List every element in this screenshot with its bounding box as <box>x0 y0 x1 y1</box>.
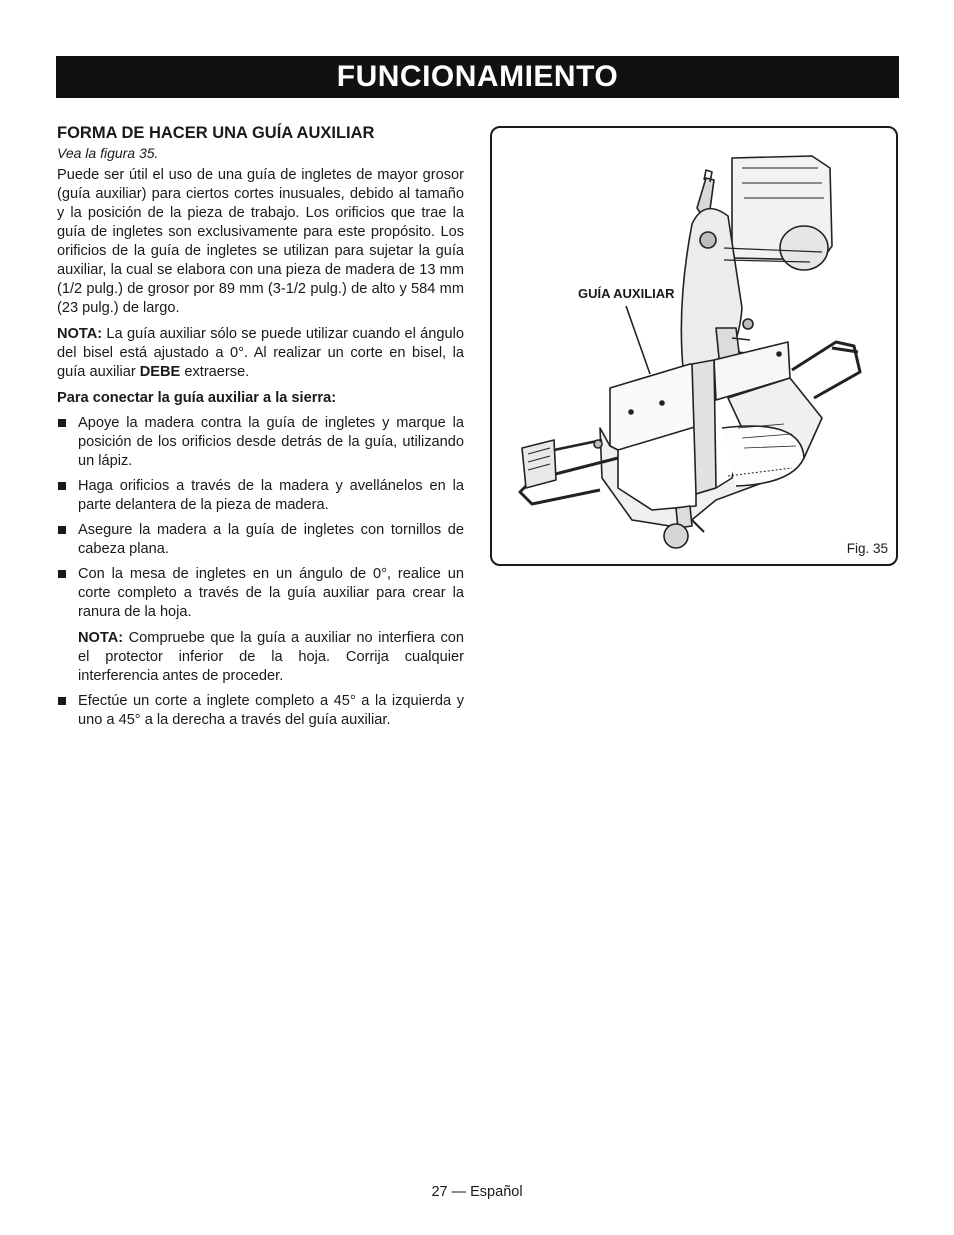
text-column <box>57 122 464 736</box>
note-paragraph <box>57 325 464 382</box>
section-title: FORMA DE HACER UNA GUÍA AUXILIAR <box>57 124 375 142</box>
note-emphasis: DEBE <box>139 364 181 380</box>
list-item: Haga orificios a través de la madera y avellánelos en la parte delantera de la pieza de madera. <box>57 477 464 515</box>
note-text-b: extraerse. <box>180 364 250 380</box>
miter-saw-illustration <box>492 128 896 564</box>
note-label: NOTA: <box>78 630 124 646</box>
figure-callout-label: GUÍA AUXILIAR <box>578 286 675 301</box>
page-footer: 27 — Español <box>431 1184 523 1200</box>
note-label: NOTA: <box>57 326 103 342</box>
figure-35-box <box>490 126 898 566</box>
figure-caption: Fig. 35 <box>846 541 888 556</box>
figure-reference: Vea la figura 35. <box>57 145 159 161</box>
note-text: Compruebe que la guía a auxiliar no interfiera con el protector inferior de la hoja. Corrija cualquier interferencia antes de proceder. <box>78 630 464 684</box>
steps-list <box>57 414 464 730</box>
page-section-title: FUNCIONAMIENTO <box>336 60 619 93</box>
note-text-a: La guía auxiliar sólo se puede utilizar cuando el ángulo del bisel está ajustado a 0°. Al realizar un corte en bisel, la guía auxiliar <box>57 326 464 380</box>
bullet-square-icon <box>58 419 66 427</box>
section-header-bar <box>56 56 899 98</box>
list-item: Asegure la madera a la guía de ingletes con tornillos de cabeza plana. <box>57 521 464 559</box>
bullet-square-icon <box>58 570 66 578</box>
steps-heading: Para conectar la guía auxiliar a la sierra: <box>57 390 337 406</box>
list-item: Efectúe un corte a inglete completo a 45° a la izquierda y uno a 45° a la derecha a través del guía auxiliar. <box>57 692 464 730</box>
bullet-square-icon <box>58 697 66 705</box>
list-item: Con la mesa de ingletes en un ángulo de 0°, realice un corte completo a través de la guía auxiliar para crear la ranura de la hoja. NOTA: Compruebe que la guía a auxiliar no interfiera con el protector inferior de la hoja. Corrija cualquier interferencia antes de proceder. <box>57 565 464 686</box>
intro-paragraph: Puede ser útil el uso de una guía de ingletes de mayor grosor (guía auxiliar) para ciertos cortes inusuales, debido al tamaño y la posición de la pieza de trabajo. Los orificios que trae la guía de ingletes son exclusivamente para este propósito. Los orificios de la guía de ingletes se utilizan para sujetar la guía auxiliar, la cual se elabora con una pieza de madera de 13 mm (1/2 pulg.) de grosor por 89 mm (3-1/2 pulg.) de alto y 584 mm (23 pulg.) de largo. <box>57 167 464 316</box>
list-item: Apoye la madera contra la guía de ingletes y marque la posición de los orificios desde detrás de la guía, utilizando un lápiz. <box>57 414 464 471</box>
inline-note <box>78 629 464 686</box>
bullet-square-icon <box>58 482 66 490</box>
bullet-square-icon <box>58 526 66 534</box>
